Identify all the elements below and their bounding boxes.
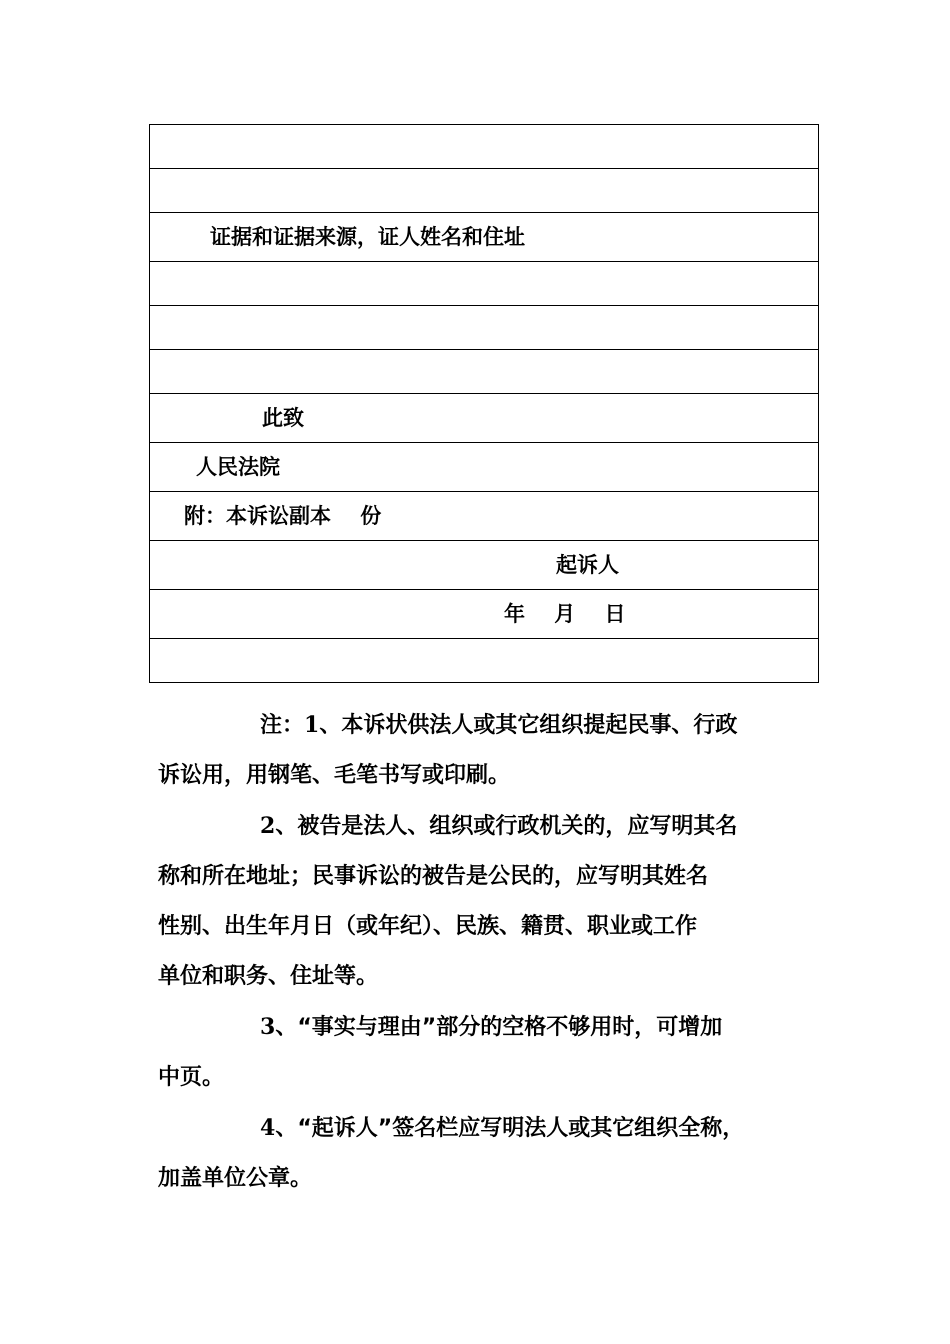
note-line: 性别、出生年月日（或年纪）、民族、籍贯、职业或工作 — [158, 914, 698, 939]
note-item — [158, 801, 838, 1002]
notes-section — [158, 700, 838, 1204]
note-line — [158, 801, 838, 852]
note-line: 诉讼用，用钢笔、毛笔书写或印刷。 — [158, 763, 511, 788]
blank-cell[interactable] — [150, 350, 819, 394]
table-row — [150, 590, 819, 639]
blank-cell[interactable] — [150, 169, 819, 213]
note-text: 、“起诉人”签名栏应写明法人或其它组织全称， — [275, 1116, 745, 1141]
note-line: 加盖单位公章。 — [158, 1166, 313, 1191]
note-text: 、本诉状供法人或其它组织提起民事、行政 — [319, 713, 738, 738]
note-line — [158, 1103, 838, 1154]
note-line: 单位和职务、住址等。 — [158, 964, 379, 989]
note-line — [158, 700, 838, 751]
blank-cell[interactable] — [150, 306, 819, 350]
evidence-label: 证据和证据来源，证人姓名和住址 — [150, 213, 819, 262]
table-row — [150, 492, 819, 541]
table-row — [150, 394, 819, 443]
note-number: 4 — [260, 1115, 276, 1141]
table-row — [150, 213, 819, 262]
note-line: 称和所在地址；民事诉讼的被告是公民的，应写明其姓名 — [158, 864, 709, 889]
note-number: 3 — [260, 1014, 276, 1040]
date-line: 年 月 日 — [150, 590, 819, 639]
note-text: 、“事实与理由”部分的空格不够用时，可增加 — [275, 1015, 723, 1040]
court-name: 人民法院 — [150, 443, 819, 492]
table-row — [150, 125, 819, 169]
plaintiff-signature-label: 起诉人 — [150, 541, 819, 590]
note-line — [158, 1002, 838, 1053]
attachment-line: 附：本诉讼副本 份 — [150, 492, 819, 541]
table-row — [150, 541, 819, 590]
blank-cell[interactable] — [150, 262, 819, 306]
complaint-form-table — [149, 124, 819, 683]
note-text: 、被告是法人、组织或行政机关的，应写明其名 — [275, 814, 738, 839]
table-row — [150, 350, 819, 394]
note-item — [158, 1103, 838, 1204]
note-item — [158, 1002, 838, 1103]
note-line: 中页。 — [158, 1065, 225, 1090]
table-row — [150, 306, 819, 350]
note-number: 2 — [260, 813, 276, 839]
blank-cell[interactable] — [150, 639, 819, 683]
note-number: 注：1 — [260, 712, 320, 738]
salutation: 此致 — [150, 394, 819, 443]
blank-cell[interactable] — [150, 125, 819, 169]
table-row — [150, 443, 819, 492]
table-row — [150, 262, 819, 306]
table-row — [150, 639, 819, 683]
table-row — [150, 169, 819, 213]
note-item — [158, 700, 838, 801]
